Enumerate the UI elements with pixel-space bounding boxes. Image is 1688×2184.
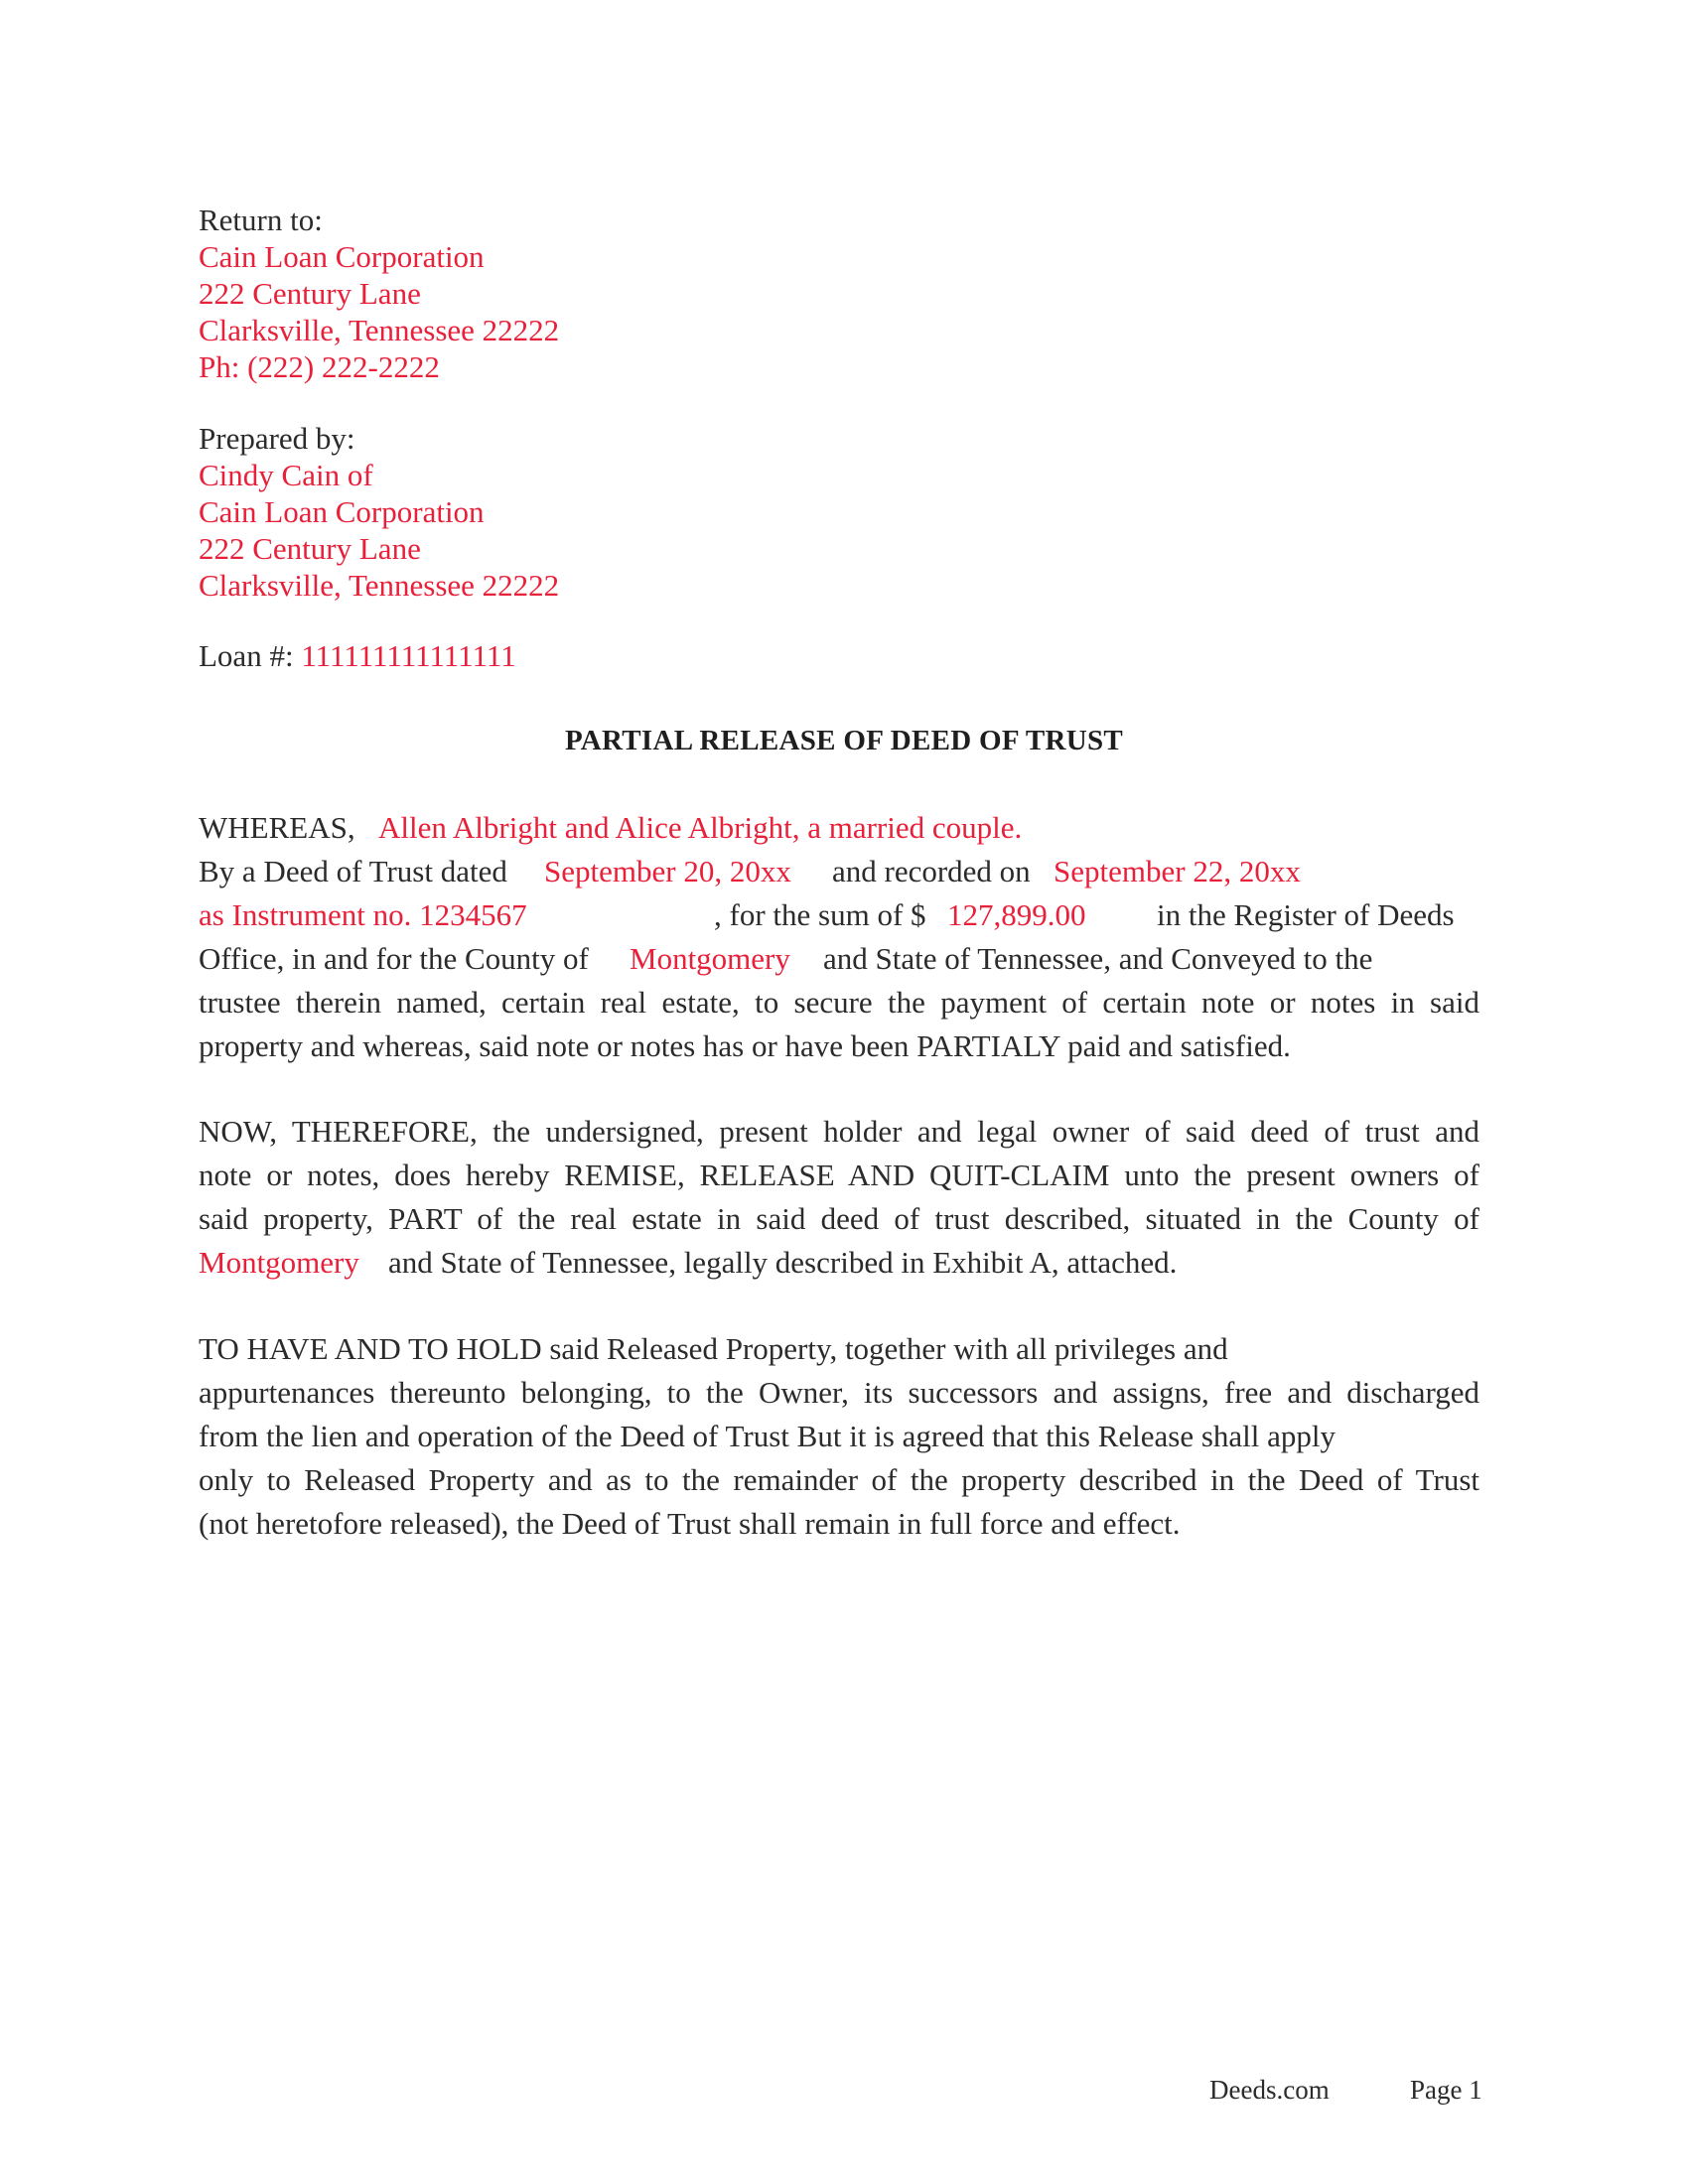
para3-line2: appurtenances thereunto belonging, to the Owner, its successors and assigns, free and discharged [199,1375,1479,1410]
footer-site-name: Deeds.com [1209,2075,1330,2105]
office-text: Office, in and for the County of [199,941,589,976]
prepared-by-person: Cindy Cain of [199,458,373,492]
loan-label: Loan #: [199,638,294,673]
para1-line5: trustee therein named, certain real estate, to secure the payment of certain note or notes in said [199,985,1479,1020]
by-deed-text: By a Deed of Trust dated [199,854,507,888]
para2-line2: note or notes, does hereby REMISE, RELEASE AND QUIT-CLAIM unto the present owners of [199,1158,1479,1192]
loan-number: 111111111111111 [301,638,516,673]
return-to-label: Return to: [199,203,323,237]
whereas-paragraph [199,810,1479,1072]
para1-line2 [199,854,1479,897]
para1-line4 [199,941,1479,985]
document-title: PARTIAL RELEASE OF DEED OF TRUST [564,725,1124,756]
grantor-names: Allen Albright and Alice Albright, a married couple. [378,810,1023,845]
county-name-2: Montgomery [199,1245,359,1280]
para2-line4 [199,1245,1479,1289]
legal-description-text: and State of Tennessee, legally described in Exhibit A, attached. [388,1245,1178,1280]
return-to-street: 222 Century Lane [199,276,421,311]
para3-line4: only to Released Property and as to the remainder of the property described in the Deed of Trust [199,1462,1479,1497]
para2-line3: said property, PART of the real estate in said deed of trust described, situated in the County of [199,1201,1479,1236]
loan-amount: 127,899.00 [947,897,1086,932]
return-to-phone: Ph: (222) 222-2222 [199,349,440,384]
para1-line6: property and whereas, said note or notes has or have been PARTIALY paid and satisfied. [199,1028,1291,1063]
deed-dated-date: September 20, 20xx [544,854,791,888]
para1-line1 [199,810,1479,854]
return-to-block [199,202,559,385]
para1-line3 [199,897,1479,941]
for-sum-text: , for the sum of $ [714,897,926,932]
prepared-by-label: Prepared by: [199,421,355,456]
deed-recorded-date: September 22, 20xx [1054,854,1301,888]
para3-line5: (not heretofore released), the Deed of Trust shall remain in full force and effect. [199,1506,1181,1541]
habendum-paragraph [199,1331,1479,1550]
footer-page-number: Page 1 [1410,2075,1482,2105]
county-name-1: Montgomery [630,941,790,976]
return-to-city: Clarksville, Tennessee 22222 [199,313,560,347]
loan-number-line [199,637,516,674]
para3-line1: TO HAVE AND TO HOLD said Released Property, together with all privileges and [199,1331,1228,1366]
para3-line3: from the lien and operation of the Deed of Trust But it is agreed that this Release shall apply [199,1419,1336,1453]
para2-line1: NOW, THEREFORE, the undersigned, present holder and legal owner of said deed of trust and [199,1114,1479,1149]
whereas-label: WHEREAS, [199,810,355,845]
return-to-name: Cain Loan Corporation [199,239,485,274]
recorded-on-text: and recorded on [832,854,1031,888]
prepared-by-block [199,420,559,604]
prepared-by-company: Cain Loan Corporation [199,494,485,529]
prepared-by-street: 222 Century Lane [199,531,421,566]
prepared-by-city: Clarksville, Tennessee 22222 [199,568,560,603]
instrument-number: as Instrument no. 1234567 [199,897,527,932]
now-therefore-paragraph [199,1114,1479,1289]
state-conveyed-text: and State of Tennessee, and Conveyed to the [823,941,1373,976]
register-text: in the Register of Deeds [1157,897,1455,932]
